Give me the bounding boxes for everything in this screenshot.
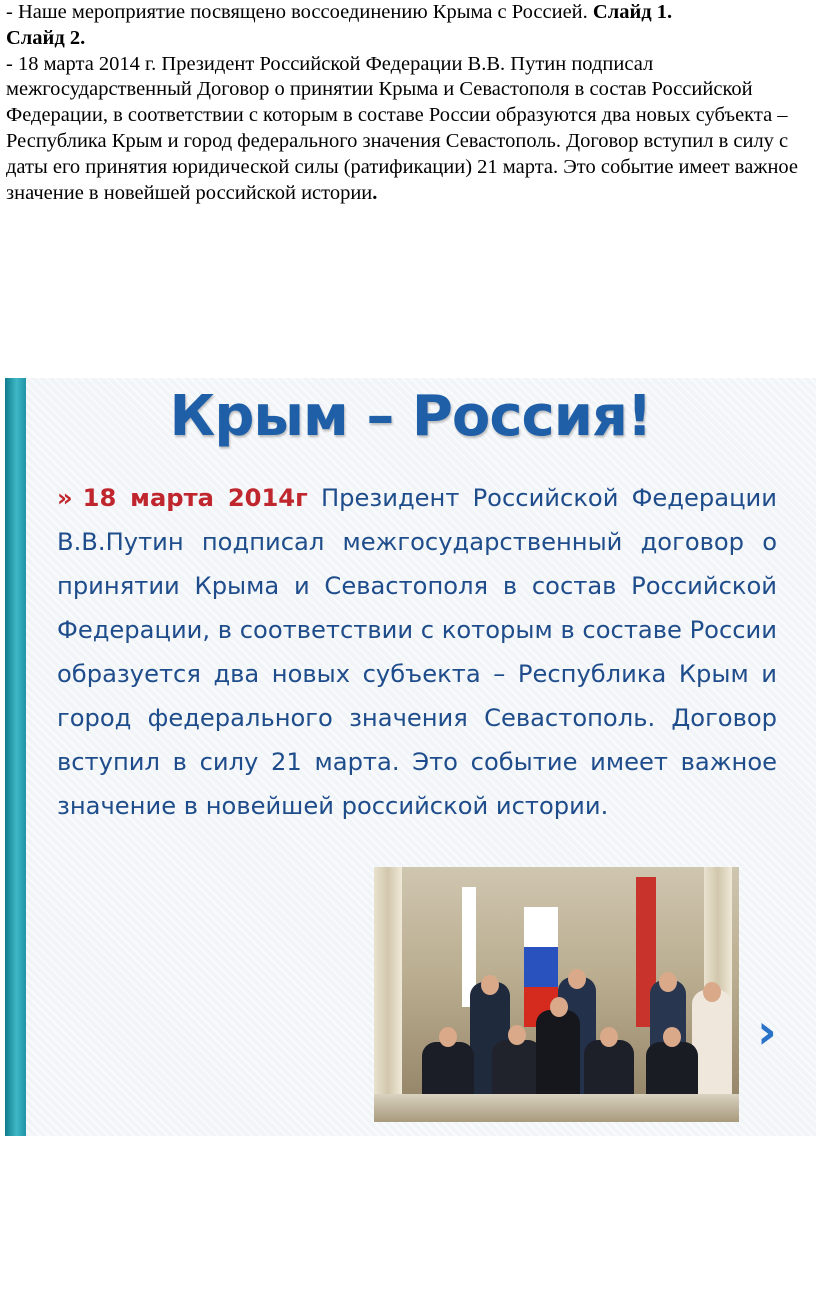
- next-slide-chevron-icon: ›: [757, 1004, 777, 1060]
- photo-person-head: [481, 975, 499, 995]
- photo-person-head: [703, 982, 721, 1002]
- photo-flag: [524, 907, 558, 947]
- main-paragraph-end: .: [372, 181, 378, 204]
- slide-image: [5, 378, 816, 1136]
- photo-person: [492, 1040, 542, 1102]
- slide-body: [57, 476, 777, 828]
- photo-person: [536, 1010, 580, 1102]
- photo-flag: [524, 947, 558, 987]
- photo-person-head: [550, 997, 568, 1017]
- intro-text: - Наше мероприятие посвящено воссоединению Крыма с Россией.: [6, 1, 593, 23]
- photo-person-head: [439, 1027, 457, 1047]
- slide-2-label: Слайд 2.: [6, 26, 86, 49]
- document-text: [6, 0, 806, 206]
- photo-person: [422, 1042, 474, 1102]
- photo-column: [374, 867, 402, 1122]
- photo-person-head: [508, 1025, 526, 1045]
- photo-person-head: [568, 969, 586, 989]
- photo-person-head: [600, 1027, 618, 1047]
- intro-line: [6, 0, 806, 26]
- slide-1-label: Слайд 1.: [592, 1, 673, 23]
- photo-person: [646, 1042, 698, 1102]
- main-paragraph: [6, 52, 806, 207]
- photo-person: [692, 990, 732, 1102]
- main-paragraph-text: - 18 марта 2014 г. Президент Российской Федерации В.В. Путин подписал межгосударственный Договор о принятии Крыма и Севастополя в состав Российской Федерации, в соответствии с которым в составе России образуются два новых субъекта – Республика Крым и город федерального значения Севастополь. Договор вступил в силу с даты его принятия юридической силы (ратификации) 21 марта. Это событие имеет важное значение в новейшей российской истории: [6, 52, 799, 204]
- slide-title: Крым – Россия!: [169, 384, 652, 449]
- photo-person: [584, 1040, 634, 1102]
- slide-body-text: Президент Российской Федерации В.В.Путин подписал межгосударственный договор о принятии Крыма и Севастополя в состав Российской Федерации, в соответствии с которым в составе России образуется два новых субъекта – Республика Крым и город федерального значения Севастополь. Договор вступил в силу 21 марта. Это событие имеет важное значение в новейшей российской истории.: [57, 484, 777, 820]
- slide-side-bar: [5, 378, 26, 1136]
- slide-date: 18 марта 2014г: [82, 484, 308, 512]
- signing-ceremony-photo: [374, 867, 739, 1122]
- photo-person-head: [663, 1027, 681, 1047]
- photo-table: [374, 1094, 739, 1122]
- photo-person-head: [659, 972, 677, 992]
- bullet-icon: »: [57, 484, 73, 512]
